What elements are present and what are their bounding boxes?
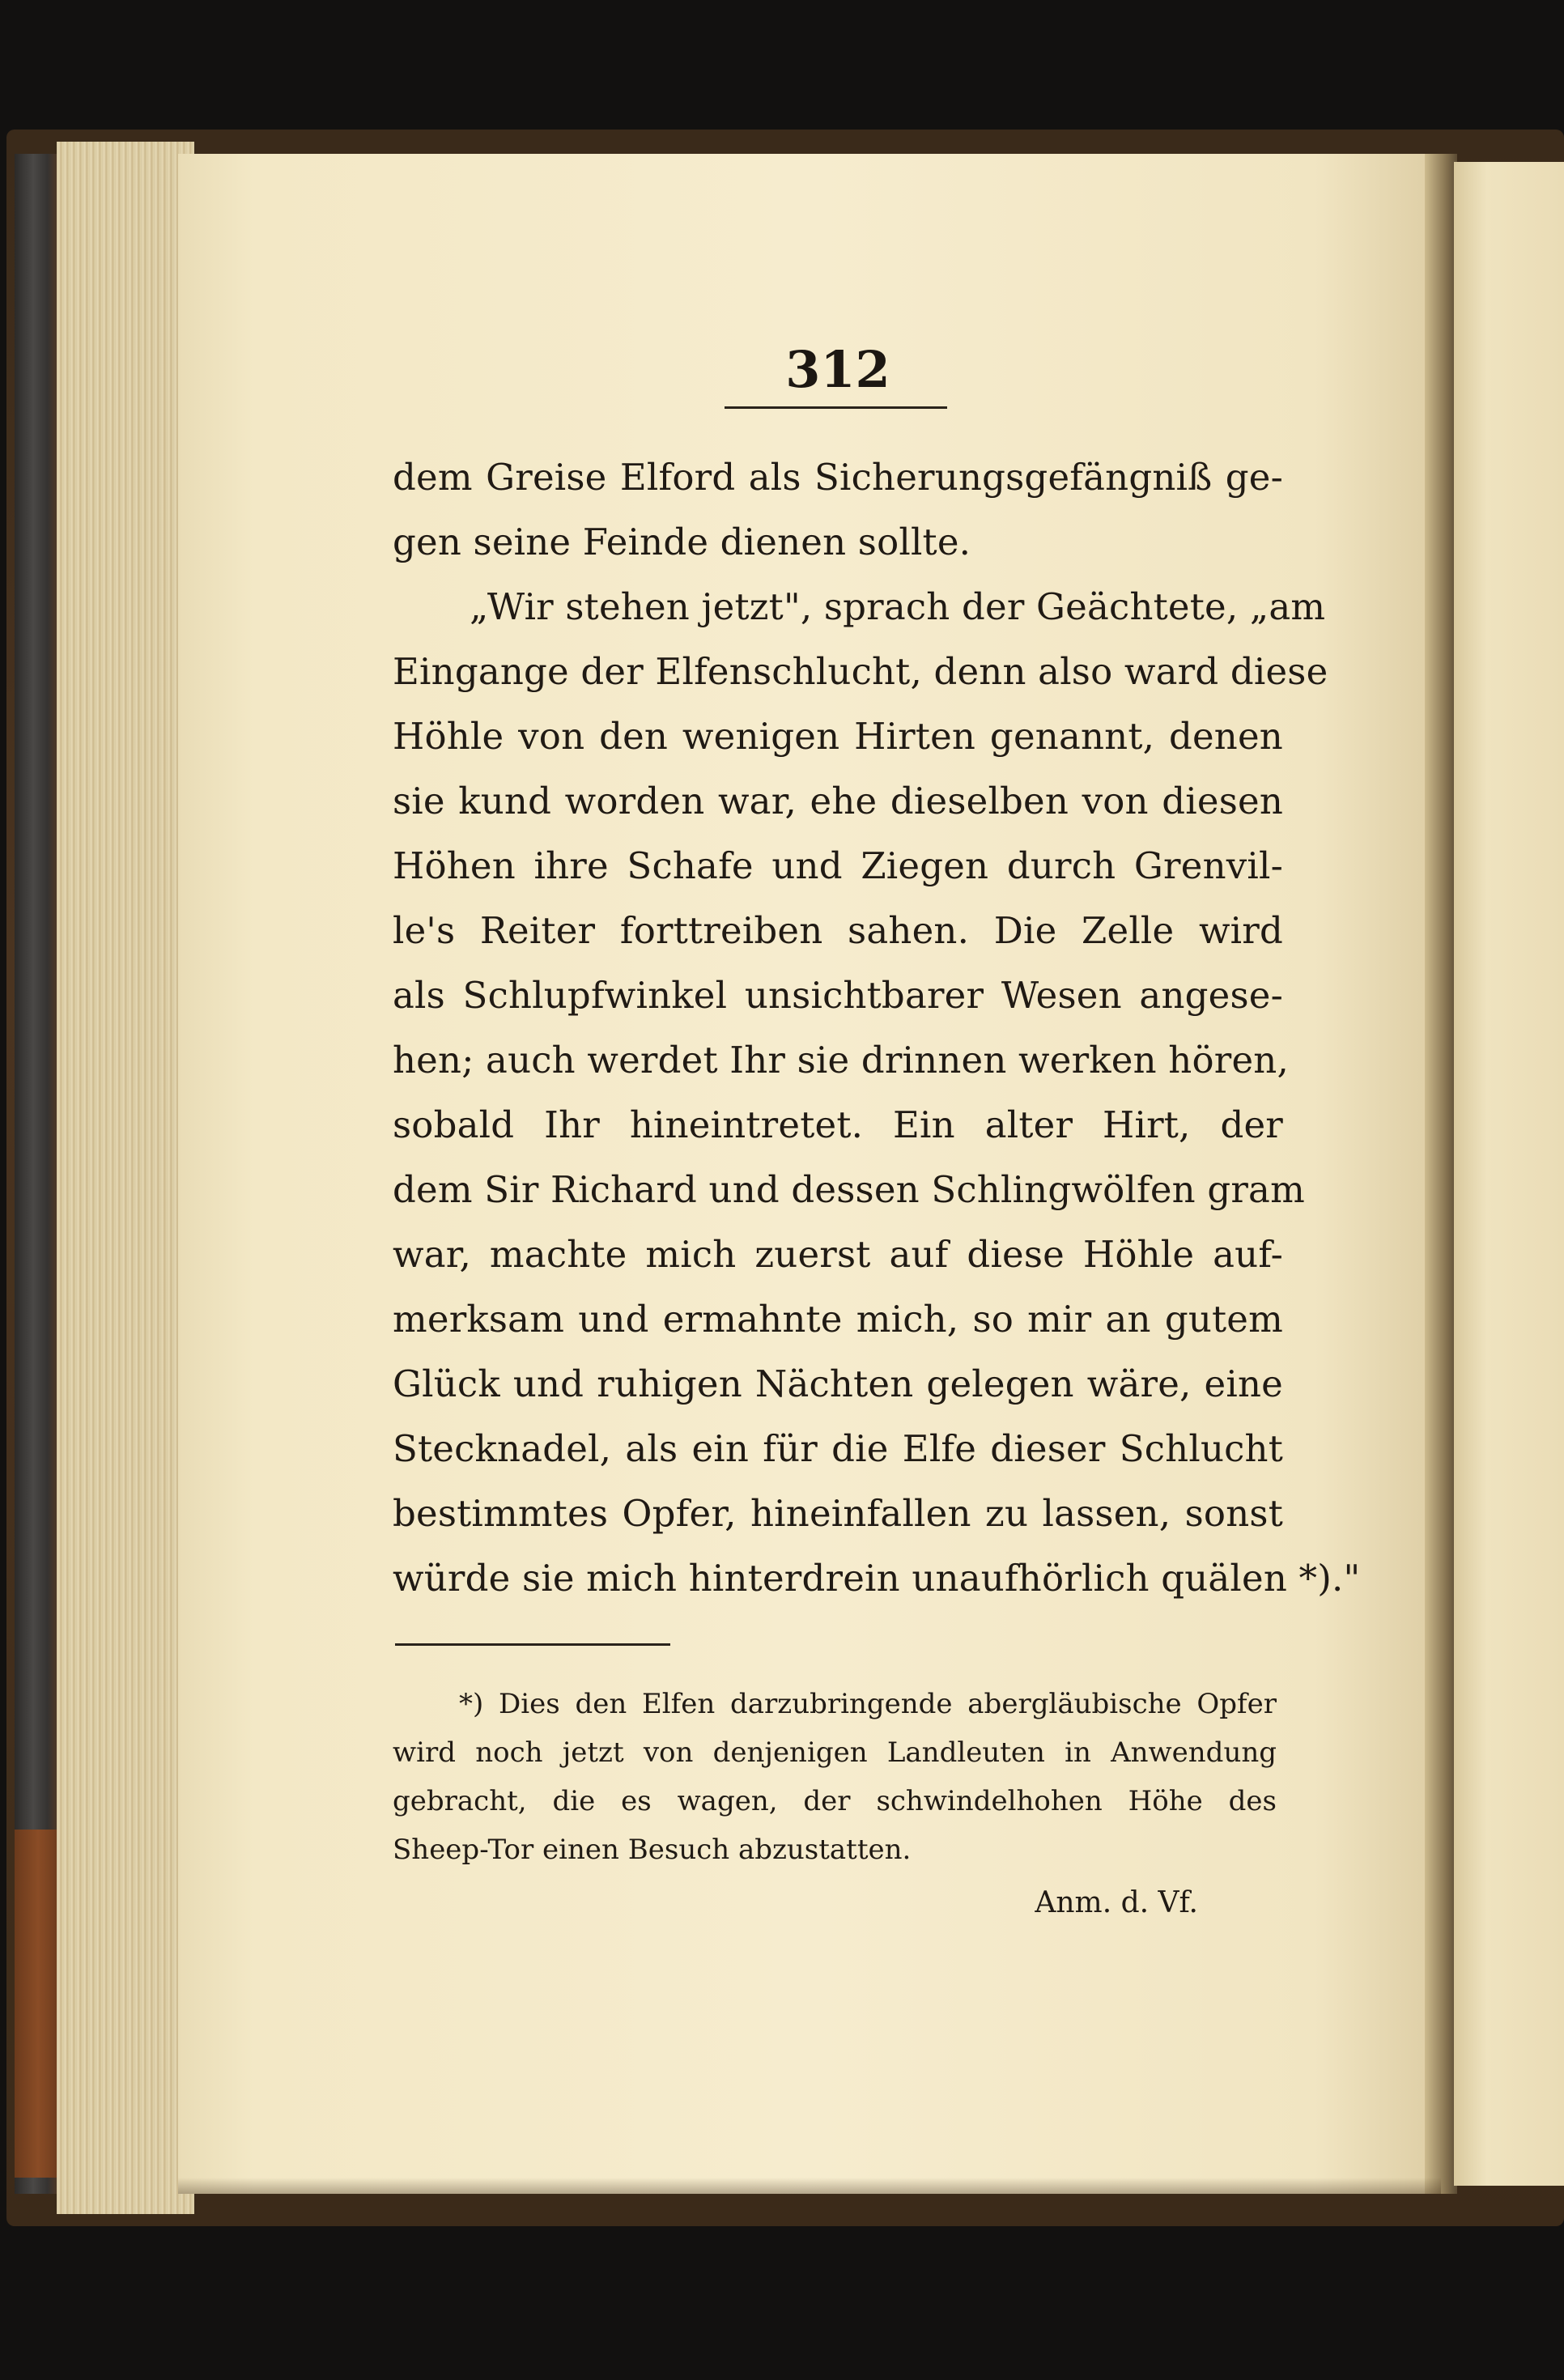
text-line: Höhen ihre Schafe und Ziegen durch Grenvil- <box>393 844 1283 887</box>
text-line: Glück und ruhigen Nächten gelegen wäre, eine <box>393 1362 1283 1405</box>
footnote <box>393 1680 1277 1874</box>
text-line: Eingange der Elfenschlucht, denn also ward diese <box>393 650 1328 693</box>
page-shadow <box>178 2178 1441 2194</box>
text-line: gen seine Feinde dienen sollte. <box>393 521 971 563</box>
page-gutter <box>1425 154 1457 2194</box>
text-line: dem Sir Richard und dessen Schlingwölfen gram <box>393 1168 1305 1211</box>
page-number: 312 <box>785 340 890 399</box>
footnote-rule <box>395 1643 670 1646</box>
text-line: sie kund worden war, ehe dieselben von diesen <box>393 780 1283 822</box>
header-rule <box>725 406 947 409</box>
text-line: Höhle von den wenigen Hirten genannt, denen <box>393 715 1283 758</box>
main-text <box>393 445 1361 1611</box>
footnote-line: wird noch jetzt von denjenigen Landleuten in Anwendung <box>393 1736 1277 1769</box>
text-line: merksam und ermahnte mich, so mir an gutem <box>393 1298 1283 1341</box>
page-edges <box>57 142 194 2214</box>
text-line: Stecknadel, als ein für die Elfe dieser Schlucht <box>393 1427 1283 1470</box>
footnote-line: Sheep-Tor einen Besuch abzustatten. <box>393 1834 912 1866</box>
text-line: als Schlupfwinkel unsichtbarer Wesen angese- <box>393 974 1283 1017</box>
footnote-signature: Anm. d. Vf. <box>1035 1886 1198 1919</box>
text-line: war, machte mich zuerst auf diese Höhle auf- <box>393 1233 1283 1276</box>
text-line: le's Reiter forttreiben sahen. Die Zelle wird <box>393 909 1283 952</box>
facing-page <box>1454 162 1564 2186</box>
text-line: „Wir stehen jetzt", sprach der Geächtete, „am <box>470 585 1326 628</box>
text-line: sobald Ihr hineintretet. Ein alter Hirt, der <box>393 1103 1283 1146</box>
text-line: dem Greise Elford als Sicherungsgefängniß ge- <box>393 456 1283 499</box>
text-line: hen; auch werdet Ihr sie drinnen werken hören, <box>393 1039 1289 1082</box>
text-line: bestimmtes Opfer, hineinfallen zu lassen, sonst <box>393 1492 1283 1535</box>
book-spine <box>15 154 62 2194</box>
footnote-line: gebracht, die es wagen, der schwindelhohen Höhe des <box>393 1785 1277 1817</box>
text-line: würde sie mich hinterdrein unaufhörlich quälen *)." <box>393 1557 1361 1600</box>
footnote-line: *) Dies den Elfen darzubringende abergläubische Opfer <box>459 1688 1277 1720</box>
leather-corner <box>15 1830 62 2178</box>
